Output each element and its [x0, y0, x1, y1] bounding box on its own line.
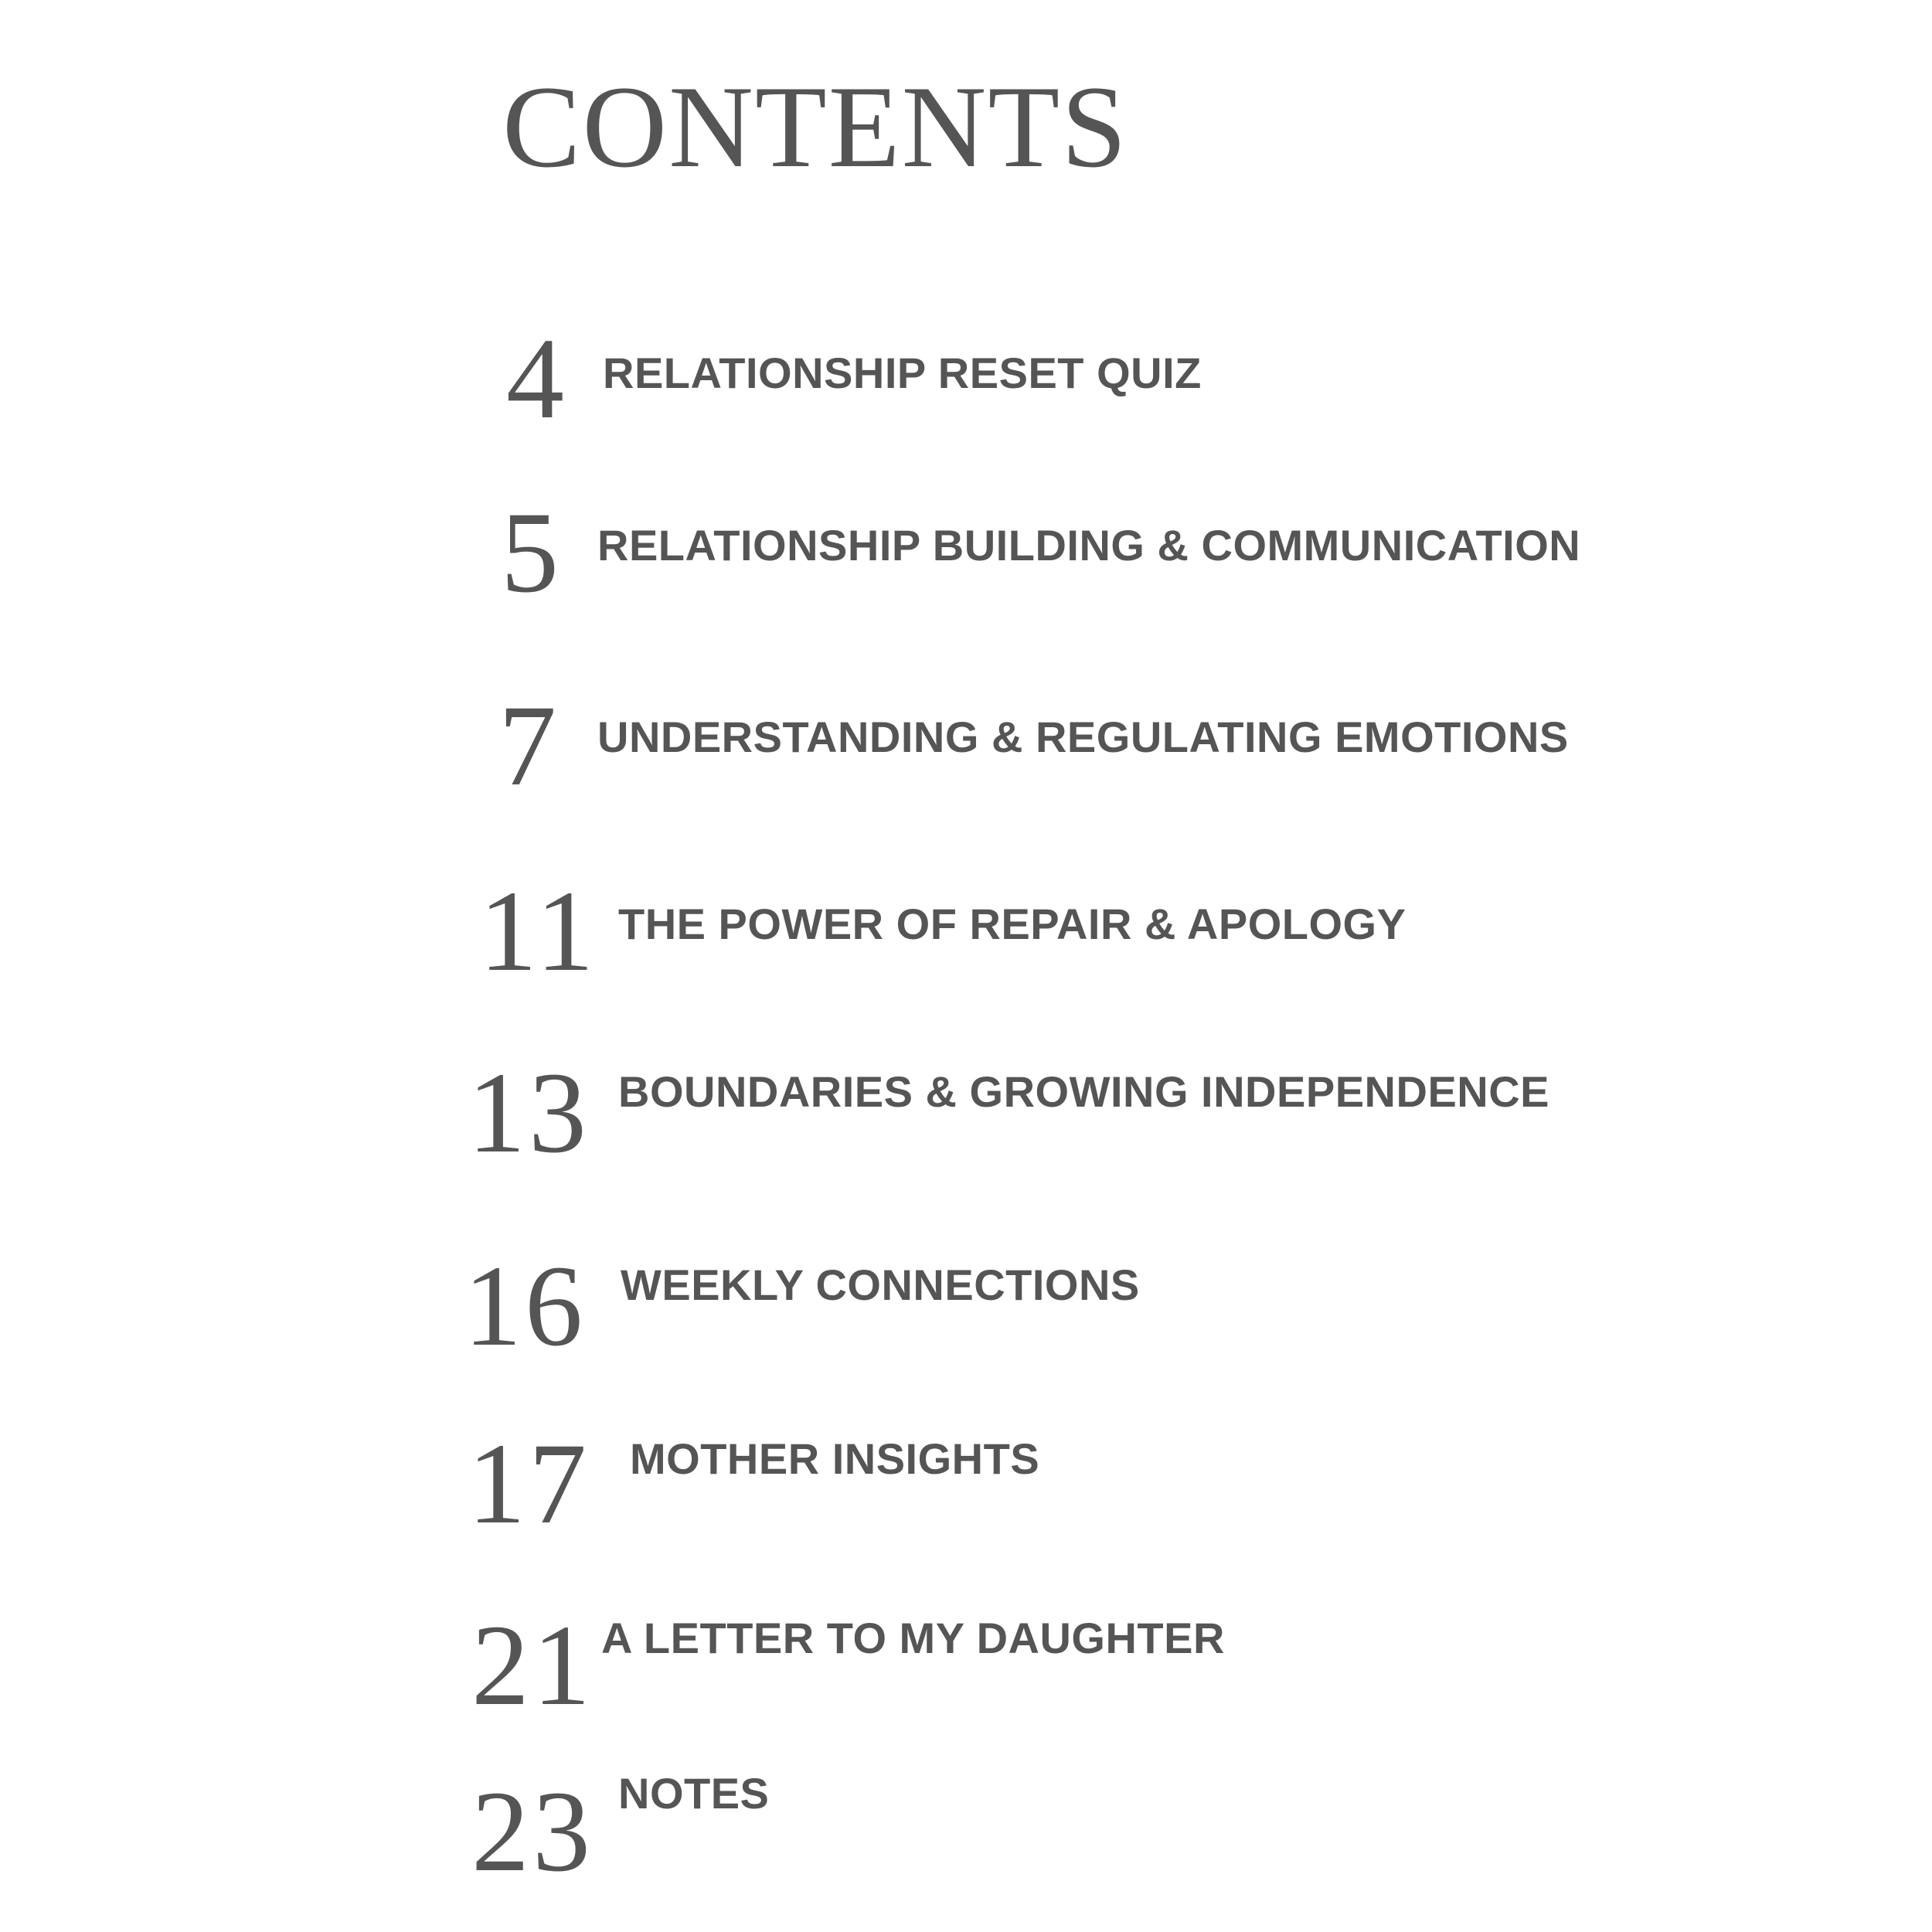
toc-entry-title: RELATIONSHIP BUILDING & COMMUNICATION — [597, 521, 1581, 570]
toc-entry-title: BOUNDARIES & GROWING INDEPENDENCE — [618, 1067, 1550, 1116]
toc-entry-title: MOTHER INSIGHTS — [630, 1434, 1040, 1483]
toc-entry[interactable] — [0, 1039, 1932, 1194]
toc-entry[interactable] — [0, 479, 1932, 634]
toc-entry-title: A LETTER TO MY DAUGHTER — [601, 1614, 1225, 1662]
toc-page-number: 11 — [479, 867, 597, 995]
toc-page-number: 5 — [501, 488, 562, 617]
toc-page-number: 23 — [471, 1767, 594, 1896]
toc-page-number: 7 — [498, 682, 560, 810]
toc-entry[interactable] — [0, 305, 1932, 460]
toc-page-number: 21 — [471, 1601, 594, 1730]
toc-entry[interactable] — [0, 1592, 1932, 1747]
toc-page-number: 17 — [468, 1420, 590, 1548]
toc-entry-title: NOTES — [618, 1769, 770, 1818]
toc-entry[interactable] — [0, 1758, 1932, 1913]
toc-entry-title: UNDERSTANDING & REGULATING EMOTIONS — [597, 713, 1569, 761]
toc-entry[interactable] — [0, 1410, 1932, 1565]
toc-page-number: 16 — [464, 1242, 586, 1370]
toc-entry[interactable] — [0, 672, 1932, 827]
toc-entry[interactable] — [0, 1233, 1932, 1387]
toc-entry-title: RELATIONSHIP RESET QUIZ — [603, 349, 1202, 397]
toc-entry-title: THE POWER OF REPAIR & APOLOGY — [618, 900, 1406, 948]
toc-entry-title: WEEKLY CONNECTIONS — [621, 1260, 1140, 1309]
toc-page-number: 4 — [506, 315, 567, 443]
page-title: CONTENTS — [502, 62, 1128, 192]
toc-entry[interactable] — [0, 858, 1932, 1012]
toc-page-number: 13 — [468, 1049, 590, 1177]
